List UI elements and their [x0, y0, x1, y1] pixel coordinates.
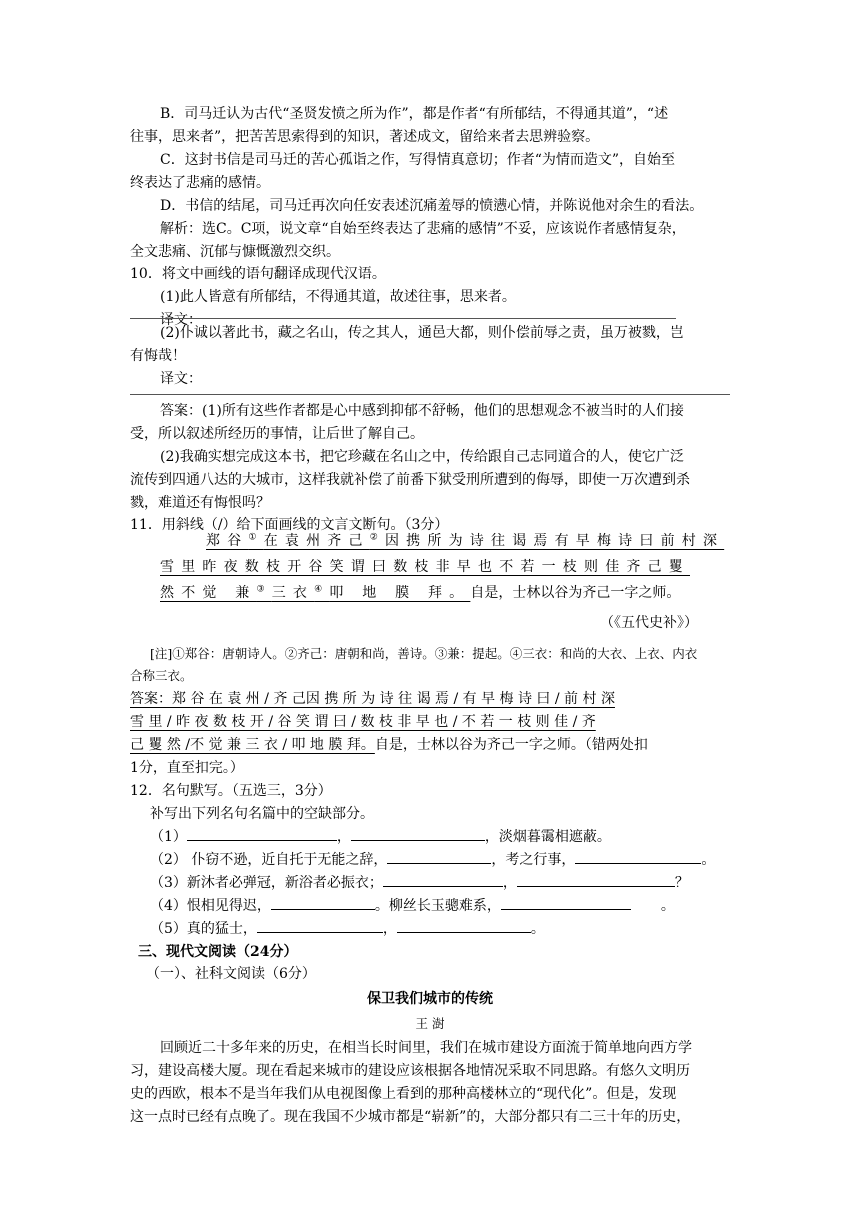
q12-item-3-end: ？ [674, 875, 689, 891]
q11-text-jueran: 然不觉 兼 [160, 585, 257, 601]
q10-answer-line-1[interactable] [130, 318, 676, 319]
q12-item-2-mid: ，考之行事， [491, 852, 576, 868]
q12-item-4-end: 。 [660, 898, 675, 914]
q10-answer-line5: 戮，难道还有悔恨吗？ [130, 495, 270, 511]
q12-item-5-sep: ， [382, 921, 397, 937]
q12-item-2 [150, 849, 715, 871]
q11-passage-line2: 雪里昨夜数枝开谷笑谓曰数枝非早也不若一枝则佳齐己矍 [160, 559, 690, 575]
q9-option-b-line2: 往事，思来者”，把苦苦思索得到的知识，著述成文，留给来者去思辨验察。 [130, 129, 600, 145]
article-title: 保卫我们城市的传统 [367, 991, 493, 1007]
section3-subheading: （一）、社科文阅读（6分） [146, 966, 316, 982]
q12-item-2-text: 仆窃不逊，近自托于无能之辞， [186, 852, 388, 868]
q12-instruction: 补写出下列名句名篇中的空缺部分。 [150, 806, 374, 822]
q12-blank-3a[interactable] [383, 872, 503, 887]
q12-item-4 [150, 895, 675, 917]
q11-stem: 11．用斜线（/）给下面画线的文言文断句。（3分） [130, 517, 449, 533]
q12-item-1-sep: ， [336, 829, 351, 845]
q11-passage-line3-underlined [160, 585, 470, 601]
q11-text-zhenggu: 郑谷 [206, 533, 249, 549]
q9-option-c-line1: C．这封书信是司马迁的苦心孤诣之作，写得情真意切；作者“为情而造文”，自始至 [160, 152, 676, 168]
q11-answer-tail: 自是，士林以谷为齐己一字之师。（错两处扣 [374, 737, 648, 753]
q9-analysis-line2: 全文悲痛、沉郁与慷慨激烈交织。 [130, 244, 340, 260]
q11-source: （《五代史补》） [600, 615, 698, 631]
q11-answer-line3 [130, 734, 648, 756]
q12-blank-4b[interactable] [501, 895, 631, 910]
article-body-line4: 这一点时已经有点晚了。现在我国不少城市都是“崭新”的，大部分都只有二三十年的历史， [130, 1109, 691, 1125]
q11-note-mark-4: ④ [314, 584, 330, 595]
section3-heading: 三、现代文阅读（24分） [138, 944, 298, 960]
q11-note-mark-1: ① [248, 532, 264, 543]
q11-passage-line3 [160, 582, 680, 604]
q12-item-1-label: （1） [150, 829, 187, 845]
q12-item-3-sep: ， [502, 875, 517, 891]
q11-text-sanyi: 三衣 [271, 585, 315, 601]
q11-note-mark-3: ③ [256, 584, 272, 595]
q11-note-line1: [注]①郑谷：唐朝诗人。②齐己：唐朝和尚，善诗。③兼：提起。④三衣：和尚的大衣、上衣、内衣 [150, 646, 698, 661]
q12-blank-4a[interactable] [271, 895, 375, 910]
article-author: 王 澍 [415, 1016, 445, 1031]
q12-item-5-end: 。 [530, 921, 545, 937]
q12-item-4-mid: 。柳丝长玉骢难系， [374, 898, 501, 914]
q11-note-mark-2: ② [369, 532, 385, 543]
q10-answer-line-2[interactable] [130, 394, 730, 395]
q10-sentence-1: (1)此人皆意有所郁结，不得通其道，故述往事，思来者。 [160, 289, 516, 305]
q10-stem: 10．将文中画线的语句翻译成现代汉语。 [130, 266, 386, 282]
q10-sentence-2-line2: 有悔哉！ [130, 348, 186, 364]
q12-blank-3b[interactable] [517, 872, 675, 887]
q11-text-koudi: 叩 地 膜 拜。 [329, 585, 471, 601]
q12-item-5-label: （5） [150, 921, 187, 937]
q9-option-c-line2: 终表达了悲痛的感情。 [130, 175, 270, 191]
q11-passage-line1 [206, 530, 724, 552]
q11-answer-line4: 1分，直至扣完。） [130, 760, 244, 776]
q12-blank-5b[interactable] [397, 918, 531, 933]
q12-item-3-text: 新沐者必弹冠，新浴者必振衣； [186, 875, 383, 891]
q12-item-4-label: （4） [150, 898, 187, 914]
q12-item-1-tail: ，淡烟暮霭相遮蔽。 [484, 829, 611, 845]
q12-item-3-label: （3） [150, 875, 187, 891]
q10-answer-line4: 流传到四通八达的大城市，这样我就补偿了前番下狱受刑所遭到的侮辱，即使一万次遭到杀 [130, 472, 690, 488]
q12-blank-2b[interactable] [575, 849, 701, 864]
q12-item-2-label: （2） [150, 852, 187, 868]
q12-blank-1a[interactable] [187, 826, 337, 841]
q9-option-b-line1: B．司马迁认为古代“圣贤发愤之所为作”，都是作者“有所郁结，不得通其道”，“述 [160, 106, 669, 122]
q11-answer-underlined: 己 矍 然 /不 觉 兼 三 衣 / 叩 地 膜 拜。 [130, 737, 375, 753]
q9-option-d: D．书信的结尾，司马迁再次向任安表述沉痛羞辱的愤懑心情，并陈说他对余生的看法。 [160, 198, 704, 214]
q12-blank-2a[interactable] [387, 849, 491, 864]
q12-item-1 [150, 826, 611, 848]
q12-item-5-text: 真的猛士， [186, 921, 257, 937]
q12-stem: 12．名句默写。（五选三，3分） [130, 783, 332, 799]
q12-item-4-text: 恨相见得迟， [186, 898, 271, 914]
q10-answer-line1: 答案：(1)所有这些作者都是心中感到抑郁不舒畅，他们的思想观念不被当时的人们接 [160, 403, 684, 419]
q12-item-3 [150, 872, 689, 894]
q9-analysis-line1: 解析：选C。C项，说文章“自始至终表达了悲痛的感情”不妥，应该说作者感情复杂， [160, 221, 686, 237]
q12-blank-1b[interactable] [351, 826, 485, 841]
article-body-line3: 史的西欧，根本不是当年我们从电视图像上看到的那种高楼林立的“现代化”。但是，发现 [130, 1086, 677, 1102]
q11-passage-tail: 自是，士林以谷为齐己一字之师。 [470, 585, 681, 601]
q12-item-2-end: 。 [701, 852, 716, 868]
q10-sentence-2-line1: (2)仆诚以著此书，藏之名山，传之其人，通邑大都，则仆偿前辱之责，虽万被戮，岂 [160, 325, 684, 341]
q12-item-5 [150, 918, 545, 940]
q10-translate-label-1: 译文： [160, 312, 202, 328]
q10-answer-line2: 受，所以叙述所经历的事情，让后世了解自己。 [130, 426, 424, 442]
q11-text-poem: 因携所为诗往谒焉有早梅诗曰前村深 [384, 533, 725, 549]
article-body-line2: 习，建设高楼大厦。现在看起来城市的建设应该根据各地情况采取不同思路。有悠久文明历 [130, 1063, 690, 1079]
q10-answer-line3: (2)我确实想完成这本书，把它珍藏在名山之中，传给跟自己志同道合的人，使它广泛 [160, 449, 684, 465]
q10-translate-label-2: 译文： [160, 371, 202, 387]
article-body-line1: 回顾近二十多年来的历史，在相当长时间里，我们在城市建设方面流于简单地向西方学 [160, 1040, 692, 1056]
q12-blank-5a[interactable] [257, 918, 383, 933]
q11-answer-line2: 雪 里 / 昨 夜 数 枝 开 / 谷 笑 谓 曰 / 数 枝 非 早 也 / 不 若 一 枝 则 佳 / 齐 [130, 714, 596, 730]
q11-note-line2: 合称三衣。 [130, 668, 193, 683]
q11-answer-line1: 答案：郑 谷 在 袁 州 / 齐 己因 携 所 为 诗 往 谒 焉 / 有 早 梅 诗 曰 / 前 村 深 [130, 691, 615, 707]
q11-text-yuanzhou: 在袁州齐己 [263, 533, 370, 549]
